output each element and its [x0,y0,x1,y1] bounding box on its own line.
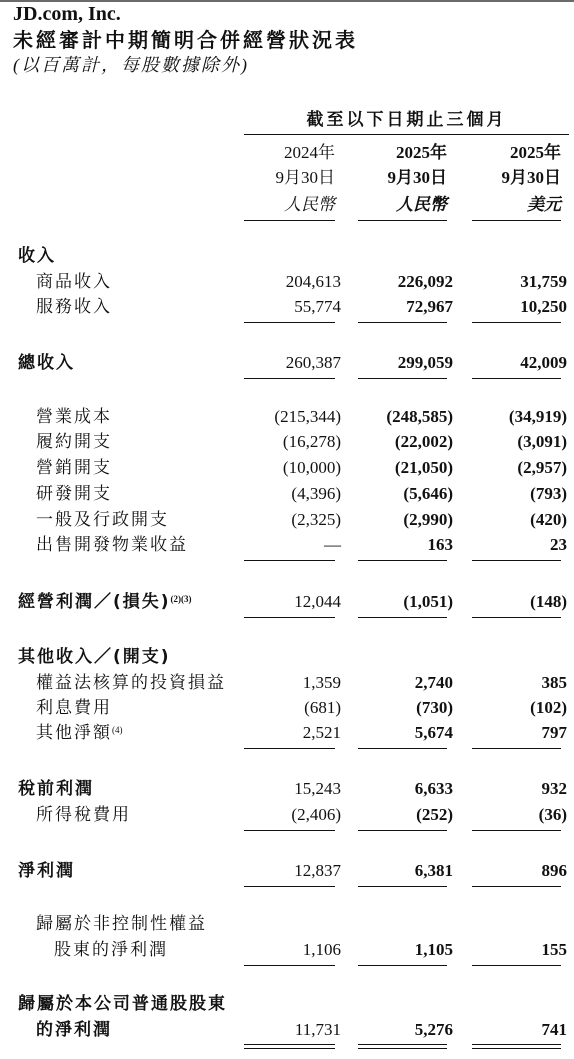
row-value: (2,990) [403,510,453,529]
row-label: 權益法核算的投資損益 [36,673,226,693]
row-value: 15,243 [294,779,341,798]
col1-header-rule [244,220,335,221]
subtotal-rule [358,886,447,887]
row-value: (21,050) [394,458,453,477]
row-label-income-before-tax: 稅前利潤 [18,779,94,799]
row-label-ordinary-line2: 的淨利潤 [36,1020,112,1040]
company-name: JD.com, Inc. [13,3,121,25]
double-underline [472,1044,561,1045]
row-value: 23 [550,535,567,554]
row-value: (730) [416,698,453,717]
subtotal-rule [472,748,561,749]
row-value: (16,278) [282,432,341,451]
col3-header-rule [472,220,561,221]
subtotal-rule [358,617,447,618]
subtotal-rule [244,886,335,887]
row-label-operating-income: 經營利潤／(損失)$^{(2)(3)}$ [18,592,192,612]
row-value: 72,967 [406,297,453,316]
row-value: 385 [541,673,567,692]
double-underline [358,1044,447,1045]
row-value: (22,002) [394,432,453,451]
double-underline [244,1048,335,1049]
row-label: 其他淨額$^{(4)}$ [36,723,123,743]
row-value: (5,646) [403,484,453,503]
row-value: 260,387 [285,353,341,372]
double-underline [244,1044,335,1045]
subtotal-rule [472,830,561,831]
double-underline [358,1048,447,1049]
subtotal-rule [244,322,335,323]
row-value: 55,774 [294,297,341,316]
row-value: (2,957) [517,458,567,477]
row-value: (10,000) [282,458,341,477]
row-value: 5,674 [414,723,453,742]
row-value: 2,740 [414,673,453,692]
row-value: 797 [541,723,567,742]
row-value: (248,585) [386,407,453,426]
row-value: 1,105 [414,940,453,959]
row-value: 741 [541,1020,567,1039]
row-label-nci-line1: 歸屬於非控制性權益 [36,914,207,934]
row-value: 299,059 [397,353,453,372]
section-revenues: 收入 [18,246,56,266]
subtotal-rule [472,560,561,561]
row-value: 204,613 [285,272,341,291]
row-value: (793) [530,484,567,503]
row-label-ordinary-line1: 歸屬於本公司普通股股東 [18,994,227,1014]
col2-currency: 人民幣 [396,195,447,214]
col2-header-rule [358,220,447,221]
subtotal-rule [244,617,335,618]
col3-date: 9月30日 [501,168,561,187]
subtotal-rule [244,830,335,831]
subtotal-rule [358,560,447,561]
row-label: 營業成本 [36,407,112,427]
row-label: 利息費用 [36,698,112,718]
row-value: 2,521 [302,723,341,742]
row-label-total-revenues: 總收入 [18,353,75,373]
row-value: (252) [416,805,453,824]
row-value: 11,731 [294,1020,341,1039]
row-value: (1,051) [403,592,453,611]
row-value: 226,092 [397,272,453,291]
subtotal-rule [358,322,447,323]
row-value: (36) [538,805,567,824]
row-label: 商品收入 [36,272,112,292]
section-other-income: 其他收入／(開支) [18,647,171,667]
row-value: — [324,535,341,554]
row-label: 出售開發物業收益 [36,535,188,555]
subtotal-rule [472,378,561,379]
double-underline [472,1048,561,1049]
subtotal-rule [358,830,447,831]
col1-currency: 人民幣 [284,195,335,214]
row-value: 163 [427,535,453,554]
subtotal-rule [244,965,335,966]
subtotal-rule [358,748,447,749]
row-value: (2,406) [291,805,341,824]
period-header-rule [244,134,569,135]
row-value: 6,381 [414,861,453,880]
row-value: 12,044 [294,592,341,611]
subtotal-rule [358,378,447,379]
row-value: 1,106 [302,940,341,959]
row-value: 896 [541,861,567,880]
subtotal-rule [472,886,561,887]
row-value: 12,837 [294,861,341,880]
row-value: (34,919) [508,407,567,426]
row-label: 營銷開支 [36,458,112,478]
col2-date: 9月30日 [387,168,447,187]
subtotal-rule [472,965,561,966]
row-value: (4,396) [291,484,341,503]
statement-subtitle: (以百萬計，每股數據除外) [13,55,249,75]
subtotal-rule [358,965,447,966]
row-value: 31,759 [520,272,567,291]
row-value: (148) [530,592,567,611]
row-label-net-income: 淨利潤 [18,861,75,881]
row-label: 履約開支 [36,432,112,452]
row-value: (3,091) [517,432,567,451]
col2-year: 2025年 [396,143,447,162]
period-header: 截至以下日期止三個月 [306,110,507,130]
row-value: 42,009 [520,353,567,372]
statement-title: 未經審計中期簡明合併經營狀況表 [13,28,358,52]
subtotal-rule [244,748,335,749]
row-label: 所得稅費用 [36,805,131,825]
row-value: (102) [530,698,567,717]
row-value: 155 [541,940,567,959]
col3-currency: 美元 [527,195,561,214]
col3-year: 2025年 [510,143,561,162]
row-label: 研發開支 [36,484,112,504]
row-value: 932 [541,779,567,798]
subtotal-rule [472,617,561,618]
row-label: 服務收入 [36,297,112,317]
row-value: 5,276 [414,1020,453,1039]
subtotal-rule [472,322,561,323]
row-value: (2,325) [291,510,341,529]
subtotal-rule [244,378,335,379]
col1-year: 2024年 [284,143,335,162]
row-label: 一般及行政開支 [36,510,169,530]
subtotal-rule [244,560,335,561]
row-value: (215,344) [274,407,341,426]
row-value: 10,250 [520,297,567,316]
col1-date: 9月30日 [275,168,335,187]
row-value: (681) [304,698,341,717]
row-value: (420) [530,510,567,529]
row-value: 6,633 [414,779,453,798]
row-value: 1,359 [302,673,341,692]
row-label-nci-line2: 股東的淨利潤 [54,940,168,960]
